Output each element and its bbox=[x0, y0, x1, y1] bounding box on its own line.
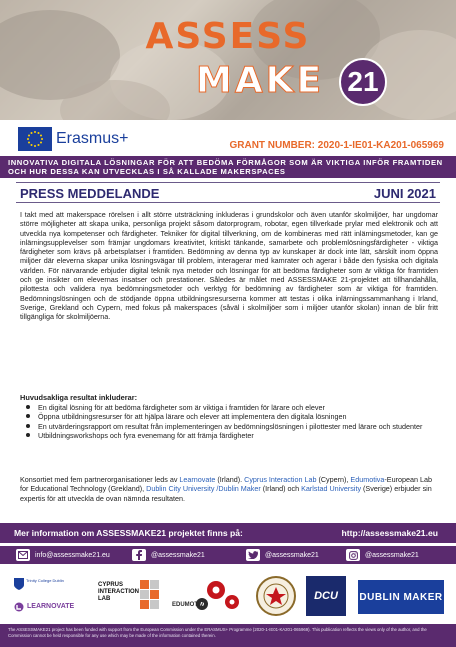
dcu-logo bbox=[306, 576, 346, 616]
dublin-maker-logo-text: DUBLIN MAKER bbox=[359, 591, 443, 603]
info-text: Mer information om ASSESSMAKE21 projektet finns på: bbox=[14, 528, 243, 538]
cyprus-logo-text: CYPRUS INTERACTION LAB bbox=[98, 582, 139, 602]
twitter-icon bbox=[246, 549, 260, 561]
hero-banner bbox=[0, 0, 456, 120]
link-dcu-dublin-maker[interactable]: Dublin City University /Dublin Maker bbox=[146, 484, 261, 494]
erasmus-logo: Erasmus+ bbox=[56, 130, 129, 147]
list-item: Utbildningsworkshops och fyra evenemang för att främja färdigheter bbox=[20, 431, 438, 440]
funding-disclaimer: The ASSESSMAKE21 project has been funded with support from the European Commission under the ERASMUS+ Programme (2020-1-IE01-KA201-065969). This publication reflects the views only of the author, and the Commission cannot be held responsible for any use which may be made of the information contained therein. bbox=[0, 624, 456, 647]
press-date: JUNI 2021 bbox=[373, 186, 436, 201]
list-item: En utvärderingsrapport om resultat från implementeringen av bedömningslösningen i pilottester med lärare och studenter bbox=[20, 422, 438, 431]
facebook-icon bbox=[132, 549, 146, 561]
edumotiva-logo-text: EDUMOTIVA bbox=[172, 602, 208, 608]
partners-text: (Irland) och bbox=[260, 484, 302, 494]
list-item: En digital lösning för att bedöma färdigheter som är viktiga i framtiden för lärare och elever bbox=[20, 403, 438, 412]
title-assess: ASSESS bbox=[145, 16, 311, 57]
learnovate-logo bbox=[14, 600, 84, 614]
partners-paragraph bbox=[20, 475, 438, 503]
contact-email-text: info@assessmake21.eu bbox=[35, 551, 110, 559]
eu-flag-icon bbox=[18, 127, 52, 151]
partners-text: (Sverige) erbjuder sin expertis för att utveckla de ovan nämnda resultaten. bbox=[20, 484, 432, 503]
tagline-band: INNOVATIVA DIGITALA LÖSNINGAR FÖR ATT BEDÖMA FÖRMÅGOR SOM ÄR VIKTIGA INFÖR FRAMTIDEN OCH HUR DESSA KAN UTVECKLAS I SÅ KALLADE MAKERSPACES bbox=[0, 156, 456, 178]
contact-email[interactable] bbox=[16, 549, 110, 561]
badge-21: 21 bbox=[339, 58, 387, 106]
learnovate-logo-text: LEARNOVATE bbox=[27, 603, 75, 610]
contact-instagram-text: @assessmake21 bbox=[365, 551, 419, 559]
mail-icon bbox=[16, 549, 30, 561]
title-make: MAKE bbox=[196, 60, 325, 101]
contact-twitter[interactable] bbox=[246, 549, 319, 561]
body-paragraph: I takt med att makerspace rörelsen i allt större utsträckning inkluderas i grundskolor och även utanför skolmiljöer, har ungdomar större möjligheter att skapa unika, personliga projekt såsom datorprogram, robotar, egen tillverkade prylar med elektronik och att utveckla nya kompetenser och färdigheter. Tekniker för digital tillverkning, om de kombineras med rätt inlärningsmetoder, kan ge inlärningsupplevelser som främjar ungdomars kreativitet, kritiskt tänkande, samarbete och problemlösningsfärdigheter - viktiga färdigheter som krävs på arbetsplatser i framtiden. Bedömning av denna typ av kunskaper är dock inte lätt, särskilt inom öppna miljöer där eleverna skapar unika lösningsvägar till problem, interagerar med kamrater och agerar i både den fysiska och digitala världen. För närvarande erbjuder digital teknik nya metoder och lösningar för att bedöma färdigheter som är viktiga för framtiden och ge insikter om elevernas insatser och prestationer. Således är målet med ASSESSMAKE 21-projektet att tillhandahålla, pilottesta och validera nya bedömningsmetoder och verktyg för bedömning av färdigheter som är viktiga för framtiden. Bedömningslösningen och de stödjande öppna utbildningsresurserna kommer att testas i olika inlärningssammanhang i Irland, Sverige, Grekland och Cypern, med fokus på makerspaces (såväl i skolmiljöer som i miljöer utanför skolan) innan de blir fritt tillgängliga för skolmiljöerna. bbox=[20, 210, 438, 322]
tcd-logo-text: Trinity College Dublin bbox=[26, 578, 64, 583]
partners-text: Konsortiet med fem partnerorganisationer leds av bbox=[20, 475, 180, 484]
contact-instagram[interactable] bbox=[346, 549, 419, 561]
partners-text: -European Lab for Educational Technology (Grekland), bbox=[20, 475, 432, 494]
partners-text: (Cypern), bbox=[316, 475, 351, 484]
contact-facebook[interactable] bbox=[132, 549, 205, 561]
karlstad-university-seal bbox=[256, 576, 296, 616]
link-karlstad-university[interactable]: Karlstad University bbox=[301, 484, 362, 494]
website-link[interactable]: http://assessmake21.eu bbox=[341, 528, 438, 538]
results-heading: Huvudsakliga resultat inkluderar: bbox=[20, 393, 138, 402]
edumotiva-logo bbox=[172, 578, 248, 614]
divider-bottom bbox=[16, 202, 440, 203]
grant-number: GRANT NUMBER: 2020-1-IE01-KA201-065969 bbox=[229, 140, 444, 151]
dcu-logo-text: DCU bbox=[314, 590, 338, 602]
tcd-logo bbox=[14, 576, 64, 596]
list-item: Öppna utbildningsresurser för att hjälpa lärare och elever att implementera den digitala lösningen bbox=[20, 412, 438, 421]
contact-twitter-text: @assessmake21 bbox=[265, 551, 319, 559]
divider-top bbox=[16, 182, 440, 183]
link-edumotiva[interactable]: Edumotiva bbox=[350, 475, 385, 484]
contact-bar bbox=[0, 546, 456, 564]
cyprus-interaction-lab-logo bbox=[98, 578, 160, 614]
results-list bbox=[20, 403, 438, 440]
partners-text: (Irland). bbox=[215, 475, 245, 484]
dublin-maker-logo bbox=[358, 580, 444, 614]
info-bar bbox=[0, 523, 456, 543]
link-learnovate[interactable]: Learnovate bbox=[179, 475, 216, 484]
link-cyprus-interaction-lab[interactable]: Cyprus Interaction Lab bbox=[244, 475, 317, 484]
contact-facebook-text: @assessmake21 bbox=[151, 551, 205, 559]
instagram-icon bbox=[346, 549, 360, 561]
press-label: PRESS MEDDELANDE bbox=[20, 186, 160, 201]
